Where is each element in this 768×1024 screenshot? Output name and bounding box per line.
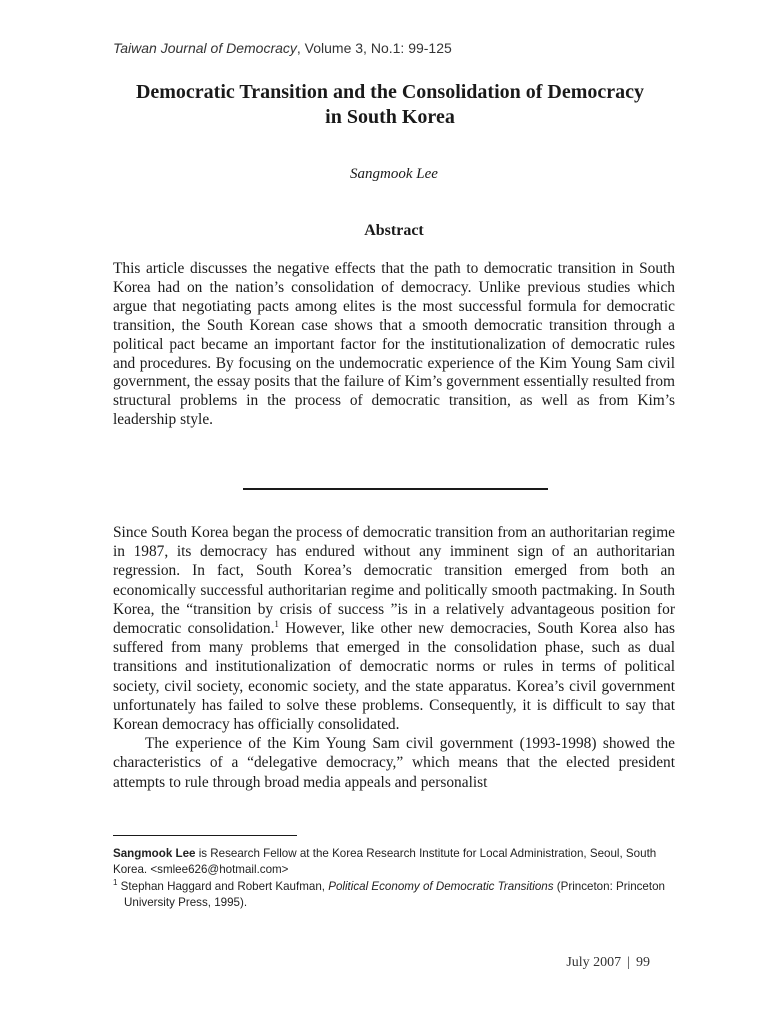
article-body bbox=[113, 523, 675, 792]
footnote-1 bbox=[113, 879, 675, 910]
body-paragraph-1-text-a: Since South Korea began the process of democratic transition from an authoritarian regime in 1987, its democracy has endured without any imminent sign of an authoritarian regression. In fact, South Korea’s democratic transition emerged from both an economically successful authoritarian regime and politically smooth pactmaking. In South Korea, the “transition by crisis of success ”is in a relatively advantageous position for democratic consolidation. bbox=[113, 524, 675, 638]
footnote-1-prefix: Stephan Haggard and Robert Kaufman, bbox=[117, 880, 329, 893]
footnote-divider bbox=[113, 835, 297, 836]
article-title-line-1: Democratic Transition and the Consolidation of Democracy bbox=[135, 81, 645, 103]
article-title-line-2: in South Korea bbox=[325, 106, 455, 128]
journal-details: , Volume 3, No.1: 99-125 bbox=[296, 40, 452, 56]
author-name: Sangmook Lee bbox=[350, 166, 438, 182]
issue-date: July 2007 bbox=[566, 955, 622, 970]
body-paragraph-2: The experience of the Kim Young Sam civil government (1993-1998) showed the characteristics of a “delegative democracy,” which means that the elected president attempts to rule through broad media appeals and personalist bbox=[113, 735, 675, 791]
footer-separator: | bbox=[627, 955, 630, 970]
page-footer bbox=[566, 955, 650, 971]
author-footnote bbox=[113, 846, 675, 877]
abstract-heading: Abstract bbox=[364, 222, 424, 239]
footnote-1-suffix: (Princeton: Princeton University Press, 1995). bbox=[124, 880, 665, 909]
author-footnote-name: Sangmook Lee bbox=[113, 847, 196, 860]
section-divider bbox=[243, 488, 548, 490]
footnotes bbox=[113, 846, 675, 912]
body-paragraph-1-text-b: However, like other new democracies, South Korea also has suffered from many problems that emerged in the consolidation phase, such as dual transitions and institutionalization of democratic norms or rules in terms of political society, civil society, economic society, and the state apparatus. Korea’s civil government unfortunately has failed to solve these problems. Consequently, it is difficult to say that Korean democracy has officially consolidated. bbox=[113, 620, 675, 734]
journal-name: Taiwan Journal of Democracy bbox=[113, 40, 297, 56]
article-title bbox=[100, 80, 680, 130]
footnote-1-number: 1 bbox=[113, 878, 118, 888]
footnote-ref-1[interactable]: 1 bbox=[274, 618, 279, 629]
abstract-text: This article discusses the negative effects that the path to democratic transition in South Korea had on the nation’s consolidation of democracy. Unlike previous studies which argue that negotiating pacts among elites is the most successful formula for democratic transition, the South Korean case shows that a smooth democratic transition through a political pact became an important factor for the institutionalization of democratic rules and procedures. By focusing on the undemocratic experience of the Kim Young Sam civil government, the essay posits that the failure of Kim’s government essentially resulted from structural problems in the process of democratic transition, as well as from Kim’s leadership style. bbox=[113, 260, 675, 429]
journal-header bbox=[113, 40, 452, 56]
author-footnote-text: is Research Fellow at the Korea Research Institute for Local Administration, Seoul, South Korea. <smlee626@hotmail.com> bbox=[113, 847, 657, 876]
body-paragraph-1 bbox=[113, 523, 675, 734]
page-number: 99 bbox=[636, 955, 650, 970]
footnote-1-book-title: Political Economy of Democratic Transitions bbox=[328, 880, 554, 893]
